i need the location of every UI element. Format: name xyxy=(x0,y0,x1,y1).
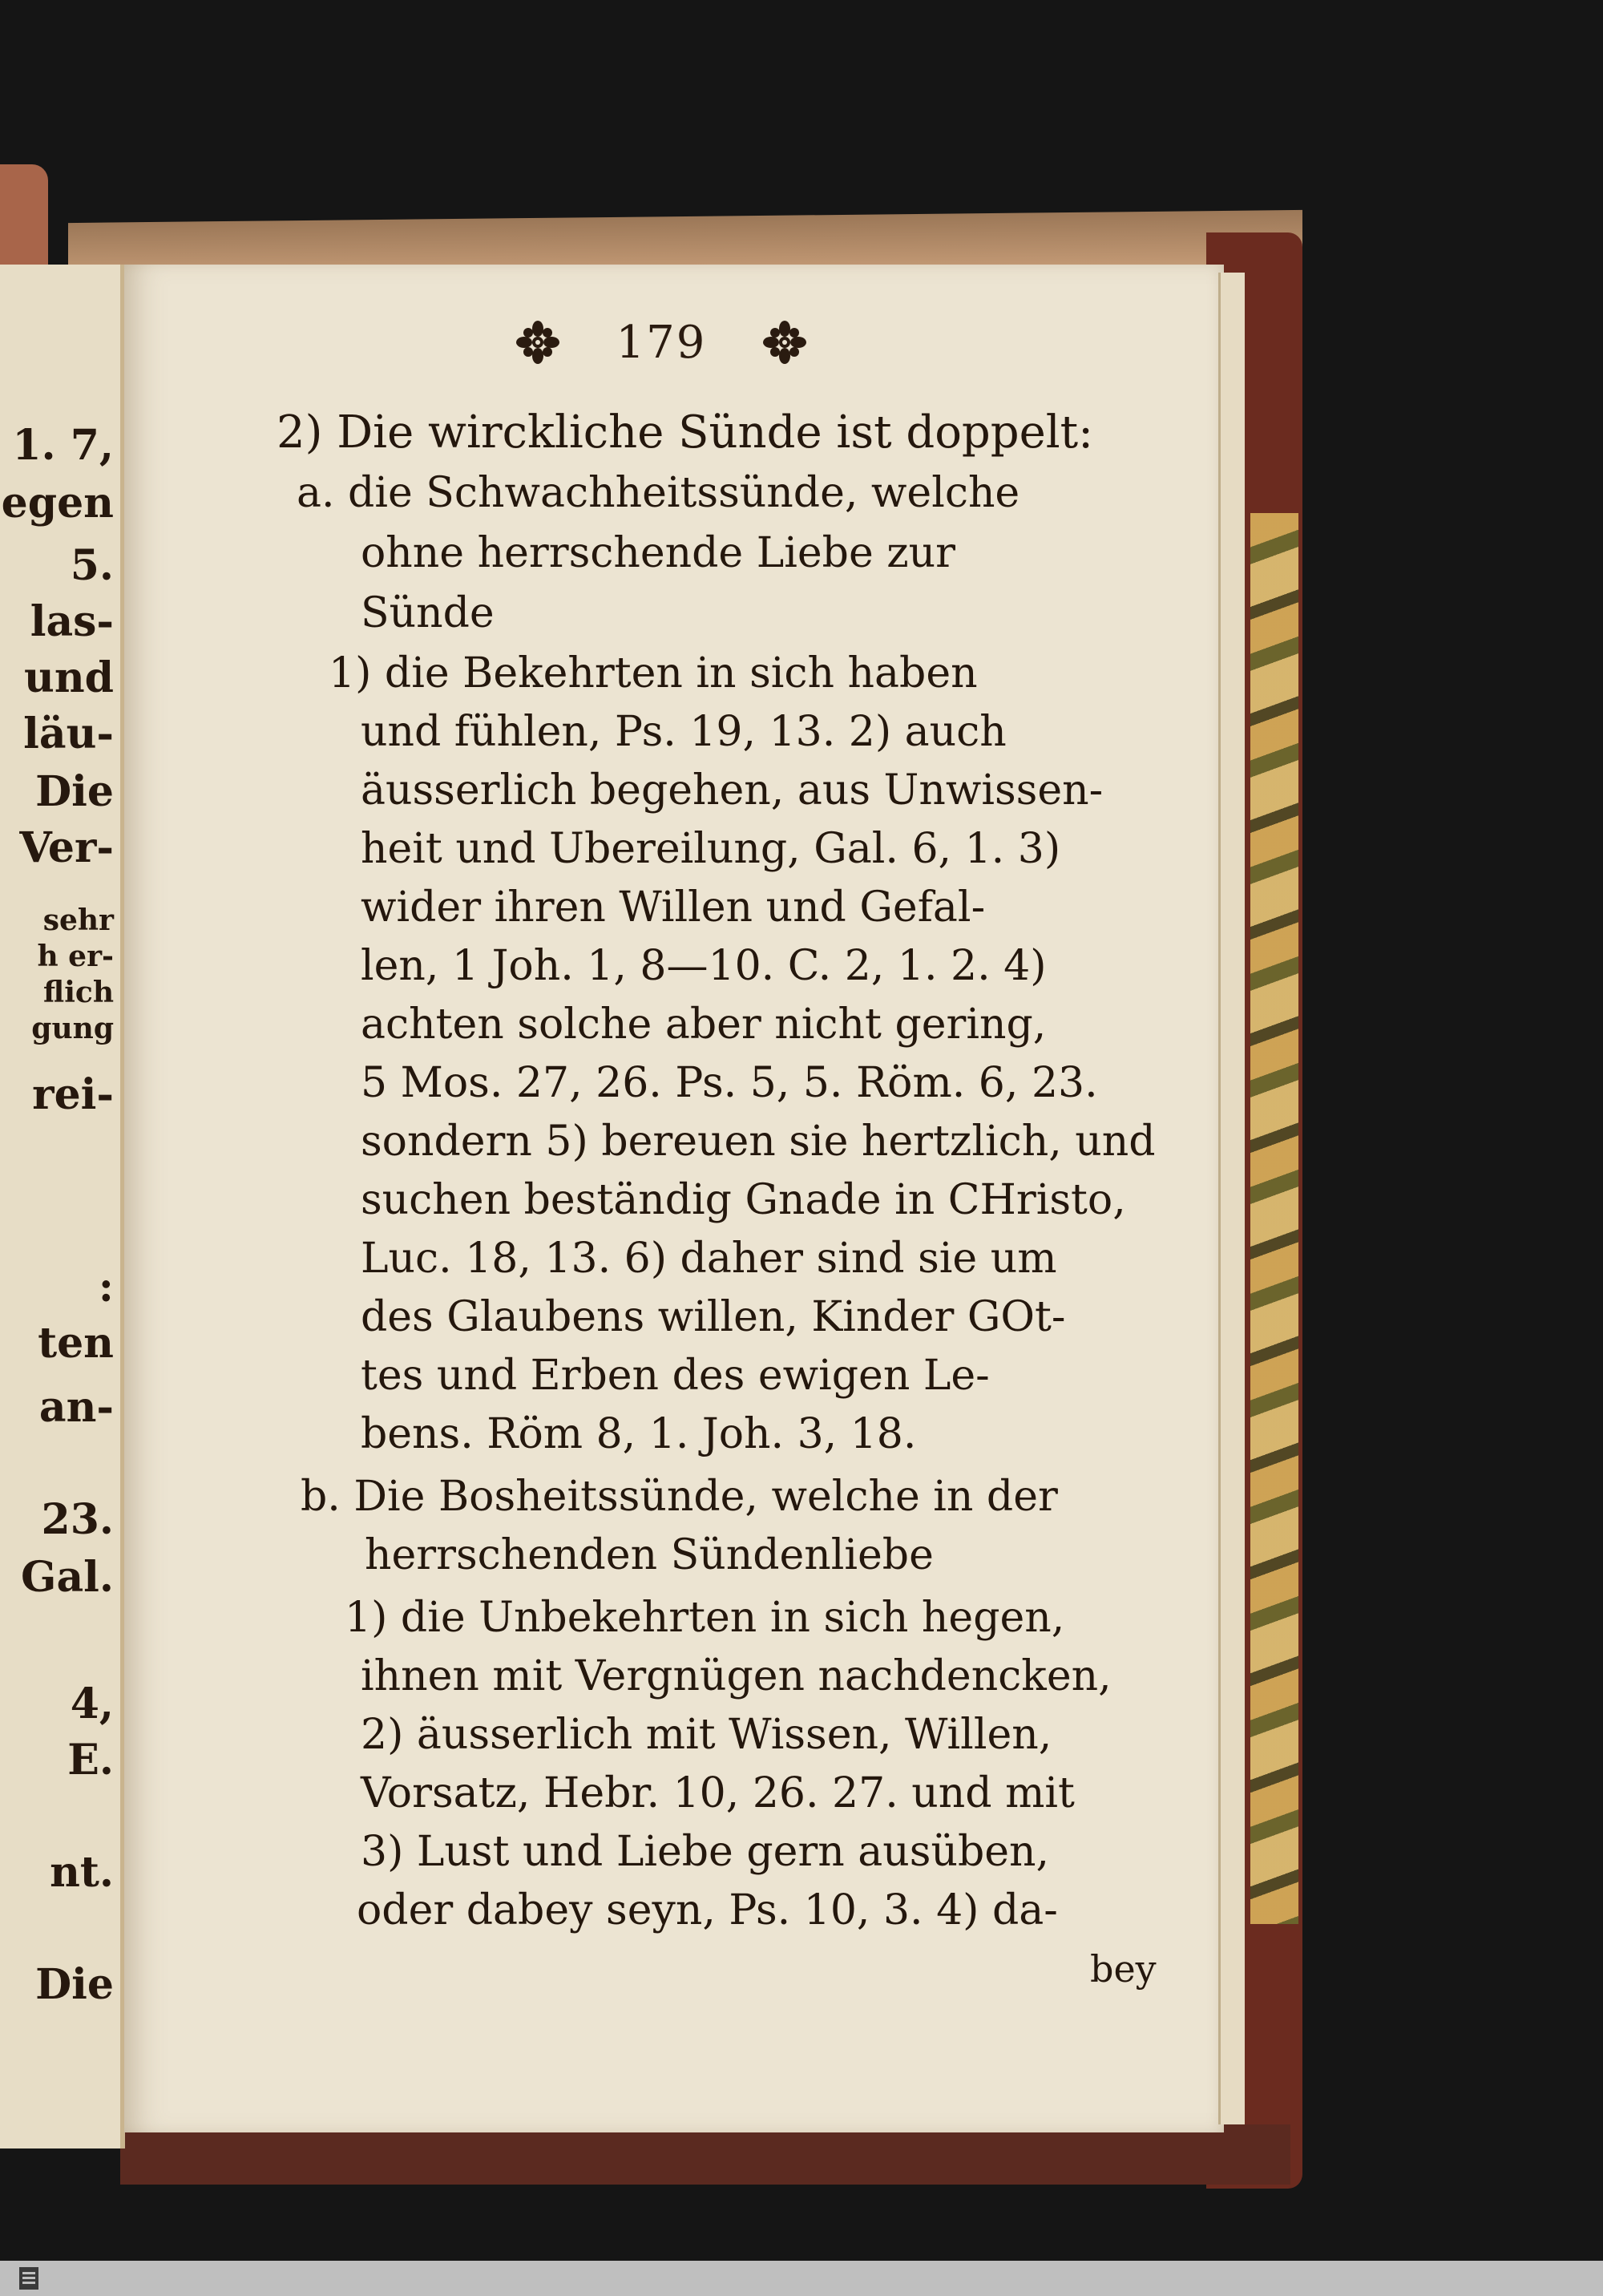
text-line: ihnen mit Vergnügen nachdencken, xyxy=(361,1652,1112,1700)
left-fragment: rei- xyxy=(32,1070,114,1119)
left-fragment: las- xyxy=(30,597,114,646)
page-edge xyxy=(1218,273,1245,2124)
left-page-fragment xyxy=(0,265,125,2148)
text-line: oder dabey seyn, Ps. 10, 3. 4) da- xyxy=(357,1886,1058,1934)
page-number: 179 xyxy=(616,316,707,369)
book-spine-corner xyxy=(0,164,48,269)
text-line: ohne herrschende Liebe zur xyxy=(361,529,955,577)
book-cover-bottom xyxy=(120,2124,1290,2185)
text-line: 3) Lust und Liebe gern ausüben, xyxy=(361,1828,1050,1876)
left-fragment: egen xyxy=(1,479,114,528)
left-fragment: nt. xyxy=(50,1848,114,1897)
text-line: des Glaubens willen, Kinder GOt- xyxy=(361,1293,1066,1341)
left-fragment: E. xyxy=(67,1736,114,1785)
left-fragment: Die xyxy=(35,767,114,816)
left-fragment: läu- xyxy=(23,709,114,758)
text-line: 2) Die wirckliche Sünde ist doppelt: xyxy=(277,406,1094,459)
left-fragment: Ver- xyxy=(19,823,114,872)
text-line: 5 Mos. 27, 26. Ps. 5, 5. Röm. 6, 23. xyxy=(361,1059,1098,1107)
viewer-footer-bar xyxy=(0,2261,1603,2296)
text-line: äusserlich begehen, aus Unwissen- xyxy=(361,766,1104,815)
text-line: b. Die Bosheitssünde, welche in der xyxy=(301,1473,1058,1521)
left-fragment: 23. xyxy=(41,1495,114,1544)
text-line: a. die Schwachheitssünde, welche xyxy=(297,469,1020,517)
left-fragment: an- xyxy=(38,1383,114,1432)
page-header xyxy=(501,314,822,370)
left-fragment: 4, xyxy=(70,1680,114,1728)
catchword: bey xyxy=(1090,1947,1157,1991)
text-line: und fühlen, Ps. 19, 13. 2) auch xyxy=(361,708,1007,756)
text-line: suchen beständig Gnade in CHristo, xyxy=(361,1176,1126,1224)
text-line: Vorsatz, Hebr. 10, 26. 27. und mit xyxy=(361,1769,1075,1817)
text-line: achten solche aber nicht gering, xyxy=(361,1000,1047,1049)
left-fragment: 5. xyxy=(70,541,114,590)
text-line: sondern 5) bereuen sie hertzlich, und xyxy=(361,1118,1156,1166)
text-line: Sünde xyxy=(361,589,495,637)
marbled-endpaper xyxy=(1250,513,1298,1924)
text-line: tes und Erben des ewigen Le- xyxy=(361,1352,990,1400)
library-logo-icon xyxy=(14,2264,43,2293)
left-fragment: gung xyxy=(31,1012,114,1045)
text-line: len, 1 Joh. 1, 8—10. C. 2, 1. 2. 4) xyxy=(361,942,1047,990)
text-line: 1) die Bekehrten in sich haben xyxy=(329,649,978,697)
text-line: 1) die Unbekehrten in sich hegen, xyxy=(345,1594,1065,1642)
text-line: wider ihren Willen und Gefal- xyxy=(361,883,986,932)
left-fragment: sehr xyxy=(42,903,114,937)
left-fragment: und xyxy=(24,653,114,702)
left-fragment: 1. 7, xyxy=(12,421,114,470)
left-fragment: Die xyxy=(35,1960,114,2009)
text-line: heit und Ubereilung, Gal. 6, 1. 3) xyxy=(361,825,1061,873)
text-line: Luc. 18, 13. 6) daher sind sie um xyxy=(361,1235,1057,1283)
left-fragment: ten xyxy=(38,1319,114,1368)
left-fragment: Gal. xyxy=(21,1553,114,1602)
text-line: 2) äusserlich mit Wissen, Willen, xyxy=(361,1711,1052,1759)
left-fragment: : xyxy=(98,1263,114,1312)
rosette-ornament-icon xyxy=(762,320,807,365)
text-line: herrschenden Sündenliebe xyxy=(365,1531,934,1579)
rosette-ornament-icon xyxy=(515,320,560,365)
text-line: bens. Röm 8, 1. Joh. 3, 18. xyxy=(361,1410,917,1458)
left-fragment: h er- xyxy=(37,940,114,973)
left-fragment: flich xyxy=(43,976,114,1009)
